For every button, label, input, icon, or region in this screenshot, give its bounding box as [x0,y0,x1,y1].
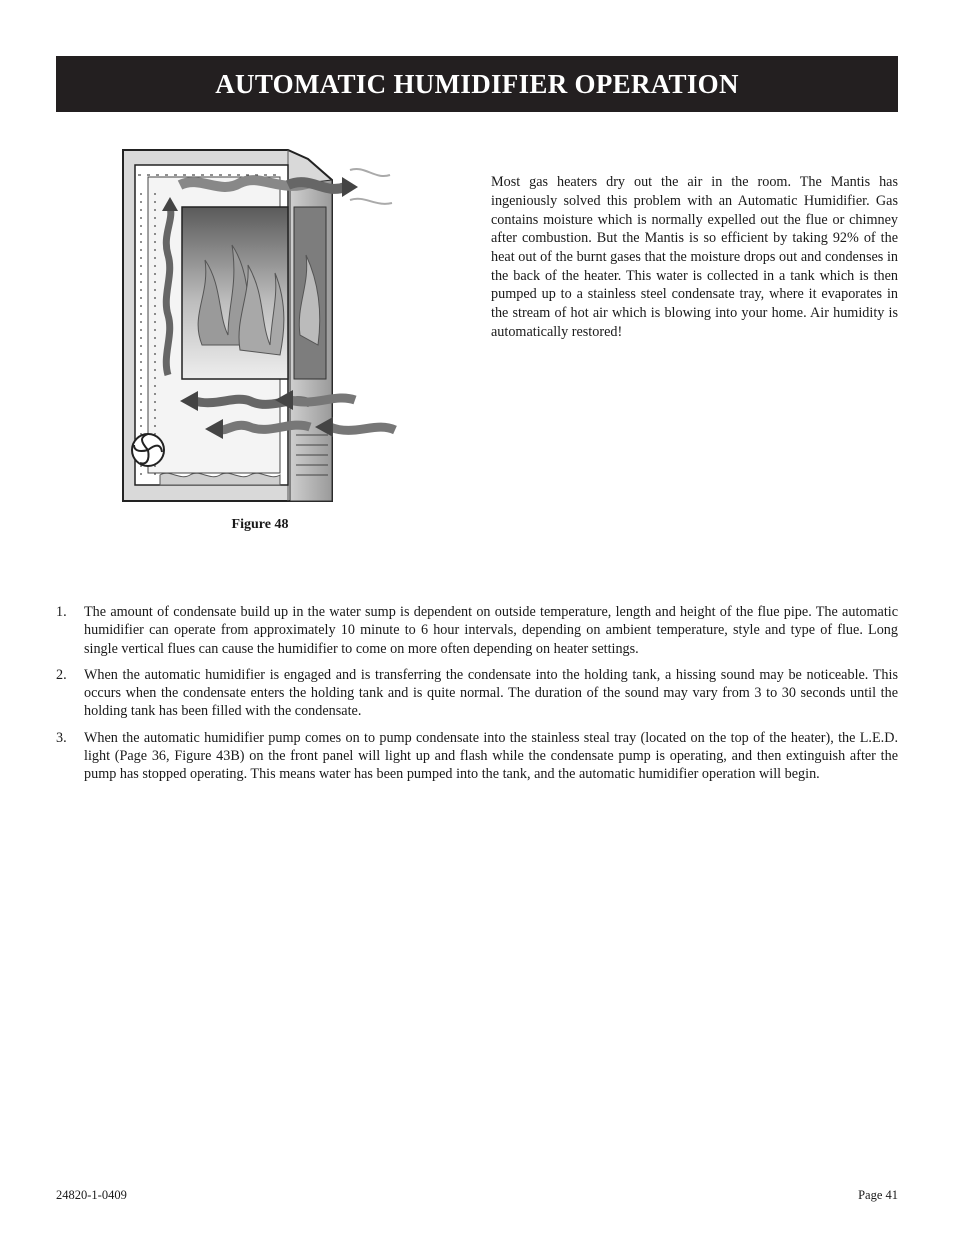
figure-caption: Figure 48 [231,517,289,532]
step-text: The amount of condensate build up in the water sump is dependent on outside temperature, length and height of the flue pipe. The automatic humidifier can operate from approximately 10 minute to 6 hour intervals, depending on ambient temperature, style and type of flue. Long single vertical flues can cause the humidifier to come on more often depending on heater settings. [84,604,898,657]
step-text: When the automatic humidifier is engaged and is transferring the condensate into the holding tank, a hissing sound may be noticeable. This occurs when the condensate enters the holding tank and is quite normal. The duration of the sound may vary from 3 to 30 seconds until the holding tank has been filled with the condensate. [84,666,898,720]
step-number: 2. [56,666,67,683]
step-number: 1. [56,604,67,620]
list-item [56,603,898,658]
figure-48-illustration [110,145,410,510]
list-item [56,666,898,721]
page-title: AUTOMATIC HUMIDIFIER OPERATION [215,68,739,99]
document-number: 24820-1-0409 [56,1188,127,1202]
page-number: Page 41 [858,1188,898,1202]
operation-steps-list [56,603,898,792]
step-number: 3. [56,729,67,746]
intro-paragraph: Most gas heaters dry out the air in the room. The Mantis has ingeniously solved this problem with an Automatic Humidifier. Gas contains moisture which is normally expelled out the flue or chimney after combustion. But the Mantis is so efficient by taking 92% of the heat out of the burnt gases that the moisture drops out and condenses in the back of the heater. This water is collected in a tank which is then pumped up to a stainless steel condensate tray, where it evaporates in the stream of hot air which is blowing into your home. Air humidity is automatically restored! [491,174,898,340]
step-text: When the automatic humidifier pump comes on to pump condensate into the stainless steal tray (located on the top of the heater), the L.E.D. light (Page 36, Figure 43B) on the front panel will light up and flash while the condensate pump is operating, and then extinguish after the pump has stopped operating. This means water has been pumped into the tank, and the automatic humidifier operation will begin. [84,729,898,783]
list-item [56,729,898,784]
section-header-banner [56,56,898,112]
